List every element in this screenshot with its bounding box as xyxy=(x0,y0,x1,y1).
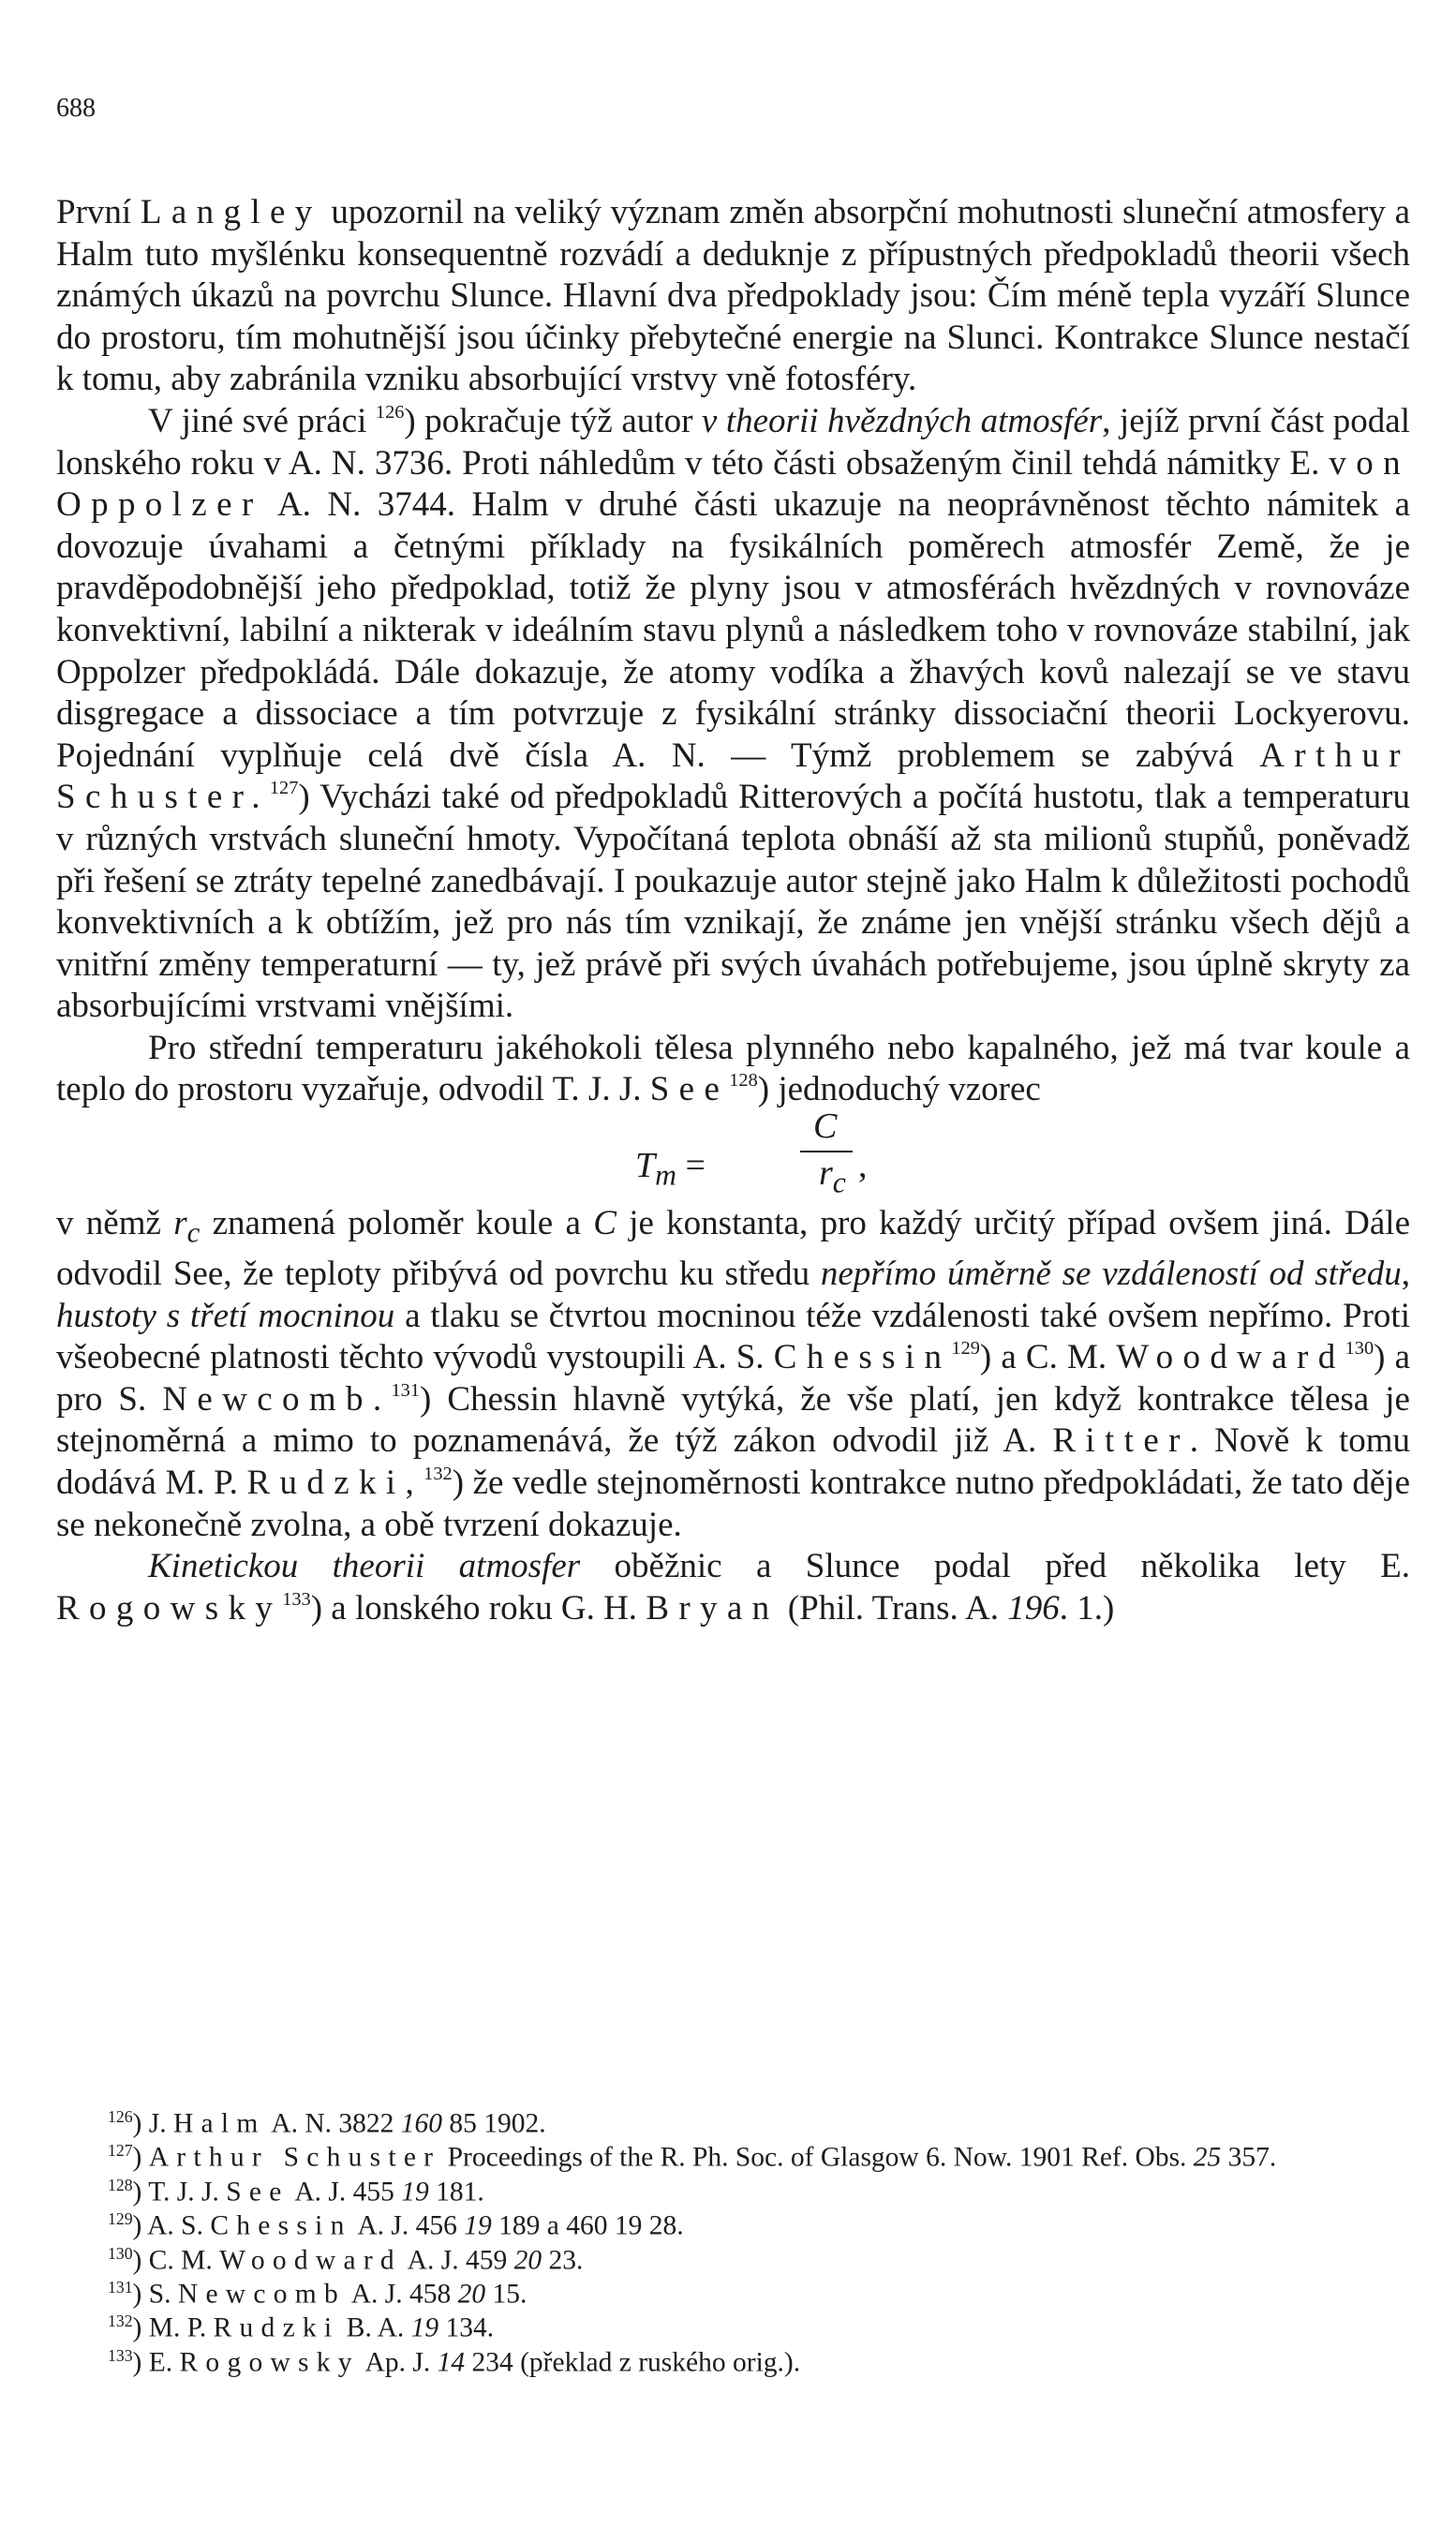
footnote-volume: 14 xyxy=(437,2347,466,2378)
italic-phrase: hustoty s třetí mocninou xyxy=(56,1296,395,1335)
footnote-mark: 126 xyxy=(108,2107,133,2126)
paragraph-1 xyxy=(56,192,1410,401)
footnote-text: 15. xyxy=(485,2279,527,2310)
footnote-text: B. A. xyxy=(339,2313,411,2344)
text: ) Vycházi také od předpokladů Ritterových a počítá hustotu, tlak a temperaturu v různých vrstvách sluneční hmoty. Vypočítaná teplota obnáší až sta milionů stupňů, poněvadž při řešení se ztráty tepelné zanedbávají. I poukazuje autor stejně jako Halm k důležitosti pochodů konvektivních a k obtížím, jež pro nás tím vznikají, že známe jen vnější stránku všech dějů a vnitřní změny temperaturní — ty, jež právě při svých úvahách potřebujeme, jsou úplně skryty za absorbujícími vrstvami vnějšími. xyxy=(56,778,1410,1026)
var-r: r xyxy=(173,1204,187,1243)
footnote-131 xyxy=(56,2274,1410,2308)
volume-number: 196 xyxy=(1007,1588,1060,1628)
footnote-127 xyxy=(56,2137,1410,2174)
footnote-text: A. J. 458 xyxy=(345,2279,458,2310)
text: . 1.) xyxy=(1059,1588,1115,1628)
footnote-mark: 131 xyxy=(108,2278,133,2297)
name-woodward: Woodward xyxy=(1116,1338,1345,1377)
main-text xyxy=(56,192,1410,1629)
footnote-ref-129: 129 xyxy=(951,1337,980,1359)
footnote-volume: 19 xyxy=(401,2177,429,2208)
text: ) Chessin hlavně vytýká, že vše platí, jen když kontrakce tělesa je stejnoměrná a mimo to poznamenává, že týž zákon odvodil již A. xyxy=(56,1379,1410,1461)
footnote-volume: 19 xyxy=(410,2313,439,2344)
footnote-text: A. J. 455 xyxy=(289,2177,402,2208)
name-oppolzer: von Oppolzer xyxy=(56,443,1410,525)
footnote-mark: 130 xyxy=(108,2243,133,2263)
footnote-text: 134. xyxy=(438,2313,495,2344)
formula-comma: , xyxy=(858,1146,868,1186)
name-rogowsky: Rogowsky xyxy=(56,1588,283,1628)
footnote-author: Chessin xyxy=(210,2210,352,2241)
text: upozornil na veliký význam změn absorpční mohutnosti sluneční atmosfery a Halm tuto myšlénku konsequentně rozvádí a deduknje z přípustných předpokladů theorii všech známých úkazů na povrchu Slunce. Hlavní dva předpoklady jsou: Čím méně tepla vyzáří Slunce do prostoru, tím mohutnější jsou účinky přebytečné energie na Slunci. Kontrakce Slunce nestačí k tomu, aby zabránila vzniku absorbující vrstvy vně fotosféry. xyxy=(56,193,1410,399)
footnote-author: Rudzki xyxy=(213,2313,340,2344)
footnote-ref-133: 133 xyxy=(282,1588,311,1610)
paragraph-2 xyxy=(56,401,1410,1028)
name-schuster: Arthur Schuster. xyxy=(56,736,1410,817)
var-C: C xyxy=(593,1204,617,1243)
text: a tlaku se čtvrtou mocninou téže vzdálenosti také ovšem nepřímo. Proti všeobecné platnosti těchto vývodů vystoupili A. S. xyxy=(56,1296,1410,1377)
footnote-author: Woodward xyxy=(219,2245,402,2276)
footnote-ref-132: 132 xyxy=(423,1463,453,1484)
footnote-129 xyxy=(56,2206,1410,2239)
footnote-132 xyxy=(56,2308,1410,2344)
footnote-text: A. J. 456 xyxy=(351,2210,465,2241)
formula-sub-c: c xyxy=(832,1166,846,1199)
text: Pro střední temperaturu jakéhokoli tělesa plynného nebo kapalného, jež má tvar koule a teplo do prostoru vyzařuje, odvodil T. J. J. xyxy=(56,1028,1410,1109)
footnote-text: ) xyxy=(132,2143,149,2174)
footnote-ref-126: 126 xyxy=(375,401,405,423)
footnote-volume: 19 xyxy=(464,2210,492,2241)
text: ) a pro S. xyxy=(56,1338,1410,1419)
footnote-mark: 128 xyxy=(108,2175,133,2194)
italic-title: Kinetickou theorii atmosfer xyxy=(148,1547,581,1586)
footnote-128 xyxy=(56,2172,1410,2206)
formula-lhs xyxy=(635,1145,706,1197)
footnote-author: Halm xyxy=(172,2108,266,2139)
footnote-ref-127: 127 xyxy=(269,778,299,799)
footnote-text: ) T. J. J. xyxy=(132,2177,227,2208)
footnote-text: ) A. S. xyxy=(132,2210,211,2241)
text: , jejíž první část podal lonského roku v A. N. 3736. Proti náhledům v této části obsaženým činil tehdá námitky E. xyxy=(56,401,1410,483)
footnote-130 xyxy=(56,2240,1410,2274)
footnote-author: Rogowsky xyxy=(179,2347,360,2378)
name-chessin: Chessin xyxy=(773,1338,952,1377)
name-see: See xyxy=(649,1070,730,1109)
footnote-volume: 160 xyxy=(400,2108,443,2139)
var-r-sub: c xyxy=(186,1216,201,1249)
footnote-ref-131: 131 xyxy=(391,1379,421,1401)
text: V jiné své práci xyxy=(148,401,376,440)
footnote-author: Arthur Schuster xyxy=(148,2143,441,2174)
page-number: 688 xyxy=(56,94,96,123)
text: v němž xyxy=(56,1204,174,1243)
text: oběžnic a Slunce podal před několika lety E. xyxy=(580,1547,1410,1586)
text: A. N. 3744. Halm v druhé části ukazuje na neoprávněnost těchto námitek a dovozuje úvahami a četnými příklady na fysikálních poměrech atmosfér Země, že je pravděpodobnější jeho předpoklad, totiž že plyny jsou v atmosférách hvězdných v rovnováze konvektivní, labilní a nikterak v ideálním stavu plynů a následkem toho v rovnováze stabilní, jak Oppolzer předpokládá. Dále dokazuje, že atomy vodíka a žhavých kovů nalezají se ve stavu disgregace a dissociace a tím potvrzuje z fysikální stránky dissociační theorii Lockyerovu. Pojednání vyplňuje celá dvě čísla A. N. — Týmž problemem se zabývá xyxy=(56,485,1410,775)
footnote-mark: 127 xyxy=(108,2141,133,2161)
footnote-mark: 132 xyxy=(108,2312,133,2331)
text: . Nově k tomu dodává M. P. xyxy=(56,1421,1411,1503)
footnote-text: 189 a 460 19 28. xyxy=(491,2210,684,2241)
footnote-text: ) E. xyxy=(132,2347,180,2378)
italic-phrase: nepřímo úměrně se vzdáleností od středu xyxy=(820,1255,1402,1294)
text: ) pokračuje týž autor xyxy=(404,401,702,440)
text: (Phil. Trans. A. xyxy=(779,1588,1008,1628)
footnote-text: 357. xyxy=(1221,2143,1277,2174)
footnote-133 xyxy=(56,2342,1410,2376)
footnote-text: A. J. 459 xyxy=(401,2245,514,2276)
name-langley: Langley xyxy=(140,193,322,231)
footnote-author: See xyxy=(226,2177,290,2208)
footnote-text: 23. xyxy=(542,2245,584,2276)
formula-r: r xyxy=(819,1153,833,1194)
footnote-mark: 129 xyxy=(108,2209,133,2229)
footnote-author: Newcomb xyxy=(177,2279,346,2310)
text: ) jednoduchý vzorec xyxy=(757,1070,1041,1109)
name-newcomb: Newcomb. xyxy=(162,1379,392,1419)
paragraph-3 xyxy=(56,1028,1410,1111)
footnote-text: Ap. J. xyxy=(359,2347,438,2378)
text: , xyxy=(1401,1255,1410,1294)
footnote-ref-128: 128 xyxy=(729,1070,758,1092)
name-ritter: Ritter xyxy=(1052,1421,1190,1461)
footnote-ref-130: 130 xyxy=(1345,1337,1374,1359)
paragraph-4 xyxy=(56,1203,1410,1546)
text: je konstanta, pro každý určitý případ ovšem jiná. Dále odvodil See, že teploty přibývá od povrchu ku středu xyxy=(56,1204,1410,1294)
formula-equals: = xyxy=(676,1146,706,1186)
footnote-volume: 25 xyxy=(1193,2143,1222,2174)
footnote-mark: 133 xyxy=(108,2345,133,2365)
text: ) že vedle stejnoměrnosti kontrakce nutno předpokládati, že tato děje se nekonečně zvolna, a obě tvrzení dokazuje. xyxy=(56,1464,1410,1544)
footnote-text: A. N. 3822 xyxy=(265,2108,401,2139)
text: znamená poloměr koule a xyxy=(200,1204,594,1243)
text: První xyxy=(56,193,141,231)
formula-numerator: C xyxy=(813,1107,838,1147)
paragraph-5 xyxy=(56,1546,1410,1629)
footnote-volume: 20 xyxy=(457,2279,486,2310)
formula-sub-m: m xyxy=(655,1158,677,1192)
footnote-126 xyxy=(56,2103,1410,2137)
footnote-text: 181. xyxy=(428,2177,484,2208)
footnote-text: Proceedings of the R. Ph. Soc. of Glasgow 6. Now. 1901 Ref. Obs. xyxy=(440,2143,1194,2174)
footnote-text: 234 (překlad z ruského orig.). xyxy=(465,2347,801,2378)
formula-T: T xyxy=(635,1146,656,1186)
footnote-text: ) J. xyxy=(132,2108,173,2139)
formula xyxy=(56,1107,1410,1203)
footnote-volume: 20 xyxy=(513,2245,542,2276)
footnotes xyxy=(56,2103,1410,2376)
name-bryan: Bryan xyxy=(646,1588,780,1628)
footnote-text: ) S. xyxy=(132,2279,178,2310)
footnote-text: 85 1902. xyxy=(442,2108,546,2139)
formula-denominator xyxy=(819,1152,846,1204)
footnote-text: ) C. M. xyxy=(132,2245,220,2276)
footnote-text: ) M. P. xyxy=(132,2313,214,2344)
italic-title: v theorii hvězdných atmosfér xyxy=(701,401,1103,440)
name-rudzki: Rudzki, xyxy=(246,1464,424,1503)
text: ) a C. M. xyxy=(979,1338,1117,1377)
text: ) a lonského roku G. H. xyxy=(310,1588,646,1628)
